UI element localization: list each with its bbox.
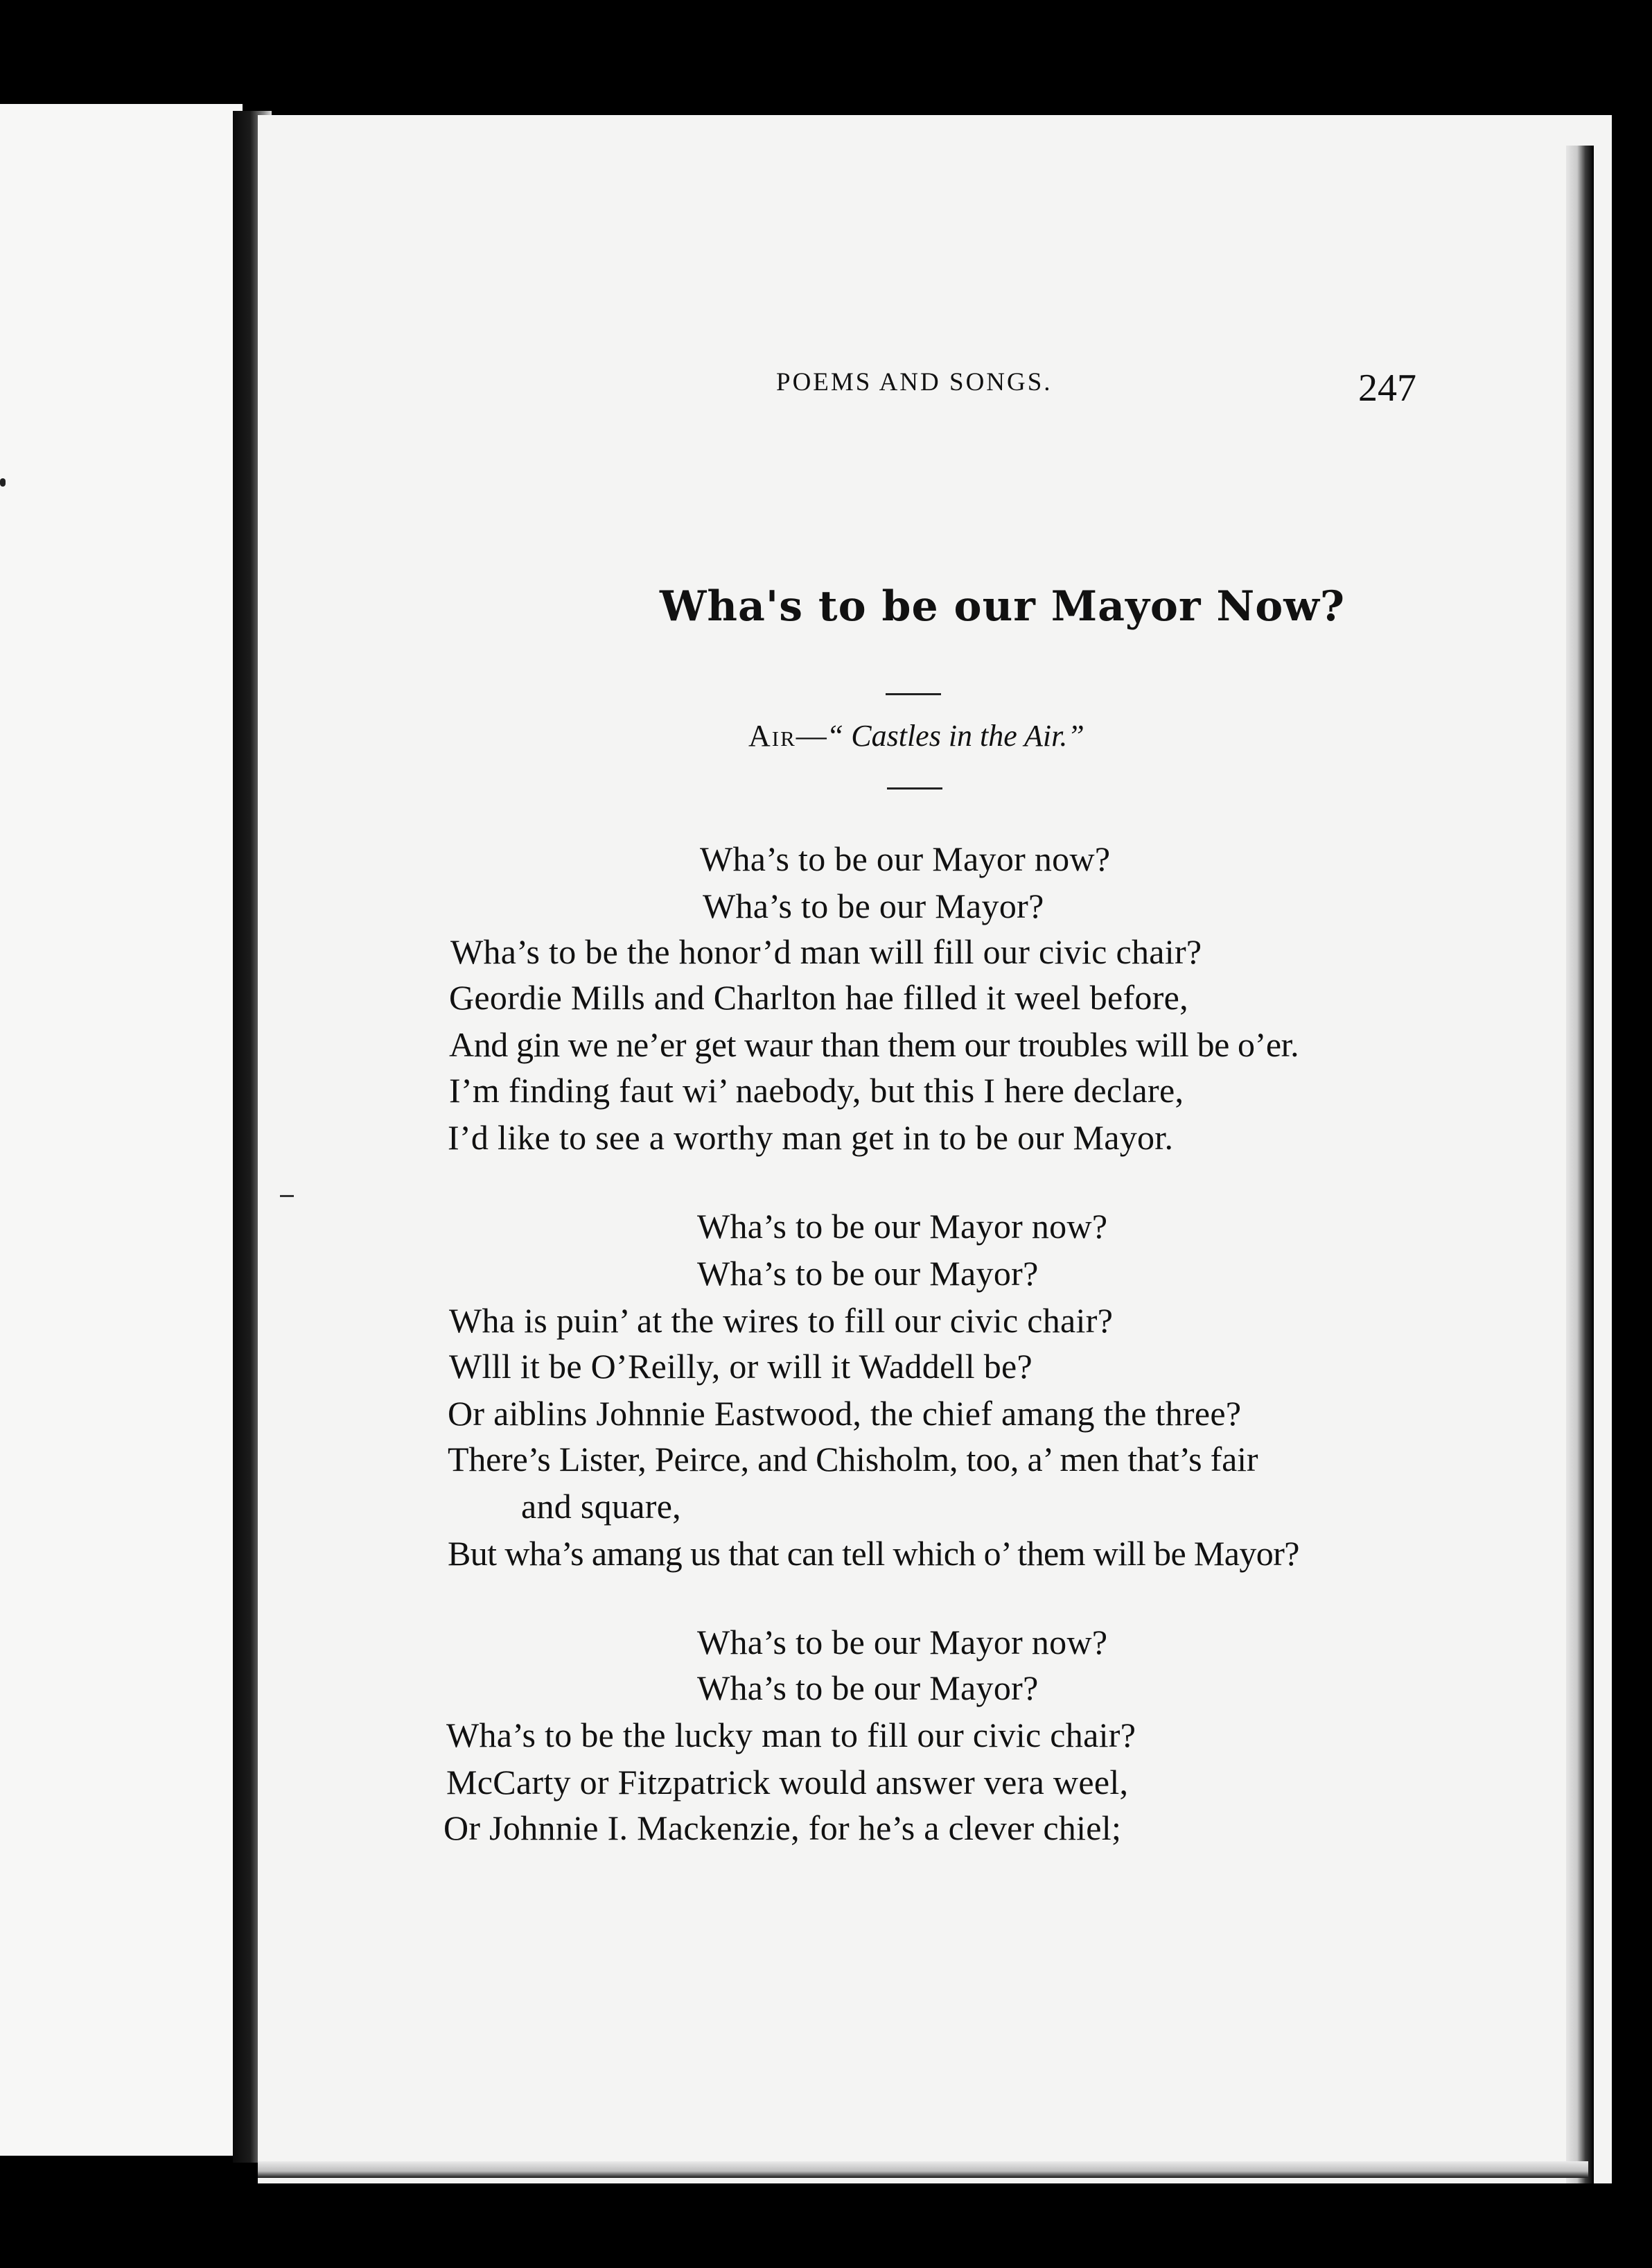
- verse-line: Or aiblins Johnnie Eastwood, the chief amang the three?: [448, 1394, 1242, 1433]
- verse-line: And gin we ne’er get waur than them our troubles will be o’er.: [449, 1025, 1299, 1064]
- verse-line: Geordie Mills and Charlton hae filled it weel before,: [449, 978, 1188, 1017]
- air-dash: —: [796, 719, 827, 753]
- verse-line: and square,: [521, 1487, 681, 1526]
- air-rule: [887, 787, 942, 790]
- verse-line: Or Johnnie I. Mackenzie, for he’s a clever chiel;: [443, 1808, 1122, 1847]
- air-line: [748, 718, 1084, 753]
- verse-line: But wha’s amang us that can tell which o’ them will be Mayor?: [448, 1534, 1299, 1573]
- stray-mark: [280, 1195, 294, 1197]
- verse-line: I’m finding faut wi’ naebody, but this I here declare,: [449, 1071, 1184, 1110]
- verse-line: Wha’s to be the honor’d man will fill our civic chair?: [450, 932, 1202, 971]
- verse-line: Wha’s to be our Mayor now?: [700, 839, 1111, 878]
- air-label: Air: [748, 719, 796, 753]
- verse-line: Wha’s to be our Mayor now?: [697, 1207, 1108, 1246]
- air-tune: “ Castles in the Air.”: [826, 719, 1084, 753]
- verse-line: Wha’s to be the lucky man to fill our civic chair?: [446, 1716, 1136, 1754]
- verse-line: There’s Lister, Peirce, and Chisholm, too, a’ men that’s fair: [448, 1440, 1258, 1478]
- verse-line: I’d like to see a worthy man get in to be our Mayor.: [448, 1118, 1174, 1157]
- verse-line: Wlll it be O’Reilly, or will it Waddell be?: [449, 1347, 1033, 1386]
- running-head: POEMS AND SONGS.: [776, 368, 1053, 396]
- poem-title: Wha's to be our Mayor Now?: [660, 582, 1346, 631]
- verse-line: Wha is puin’ at the wires to fill our civic chair?: [449, 1301, 1114, 1340]
- title-rule: [886, 693, 941, 695]
- verse-line: Wha’s to be our Mayor?: [697, 1254, 1039, 1293]
- verse-line: McCarty or Fitzpatrick would answer vera weel,: [446, 1763, 1129, 1802]
- page-bottom-edge: [258, 2161, 1588, 2178]
- page-edge: [1566, 146, 1594, 2183]
- verse-line: Wha’s to be our Mayor?: [703, 887, 1044, 925]
- page-mark: [0, 478, 6, 487]
- page-number: 247: [1358, 367, 1416, 410]
- facing-page: [0, 104, 243, 2156]
- verse-line: Wha’s to be our Mayor now?: [697, 1623, 1108, 1661]
- verse-line: Wha’s to be our Mayor?: [697, 1668, 1039, 1707]
